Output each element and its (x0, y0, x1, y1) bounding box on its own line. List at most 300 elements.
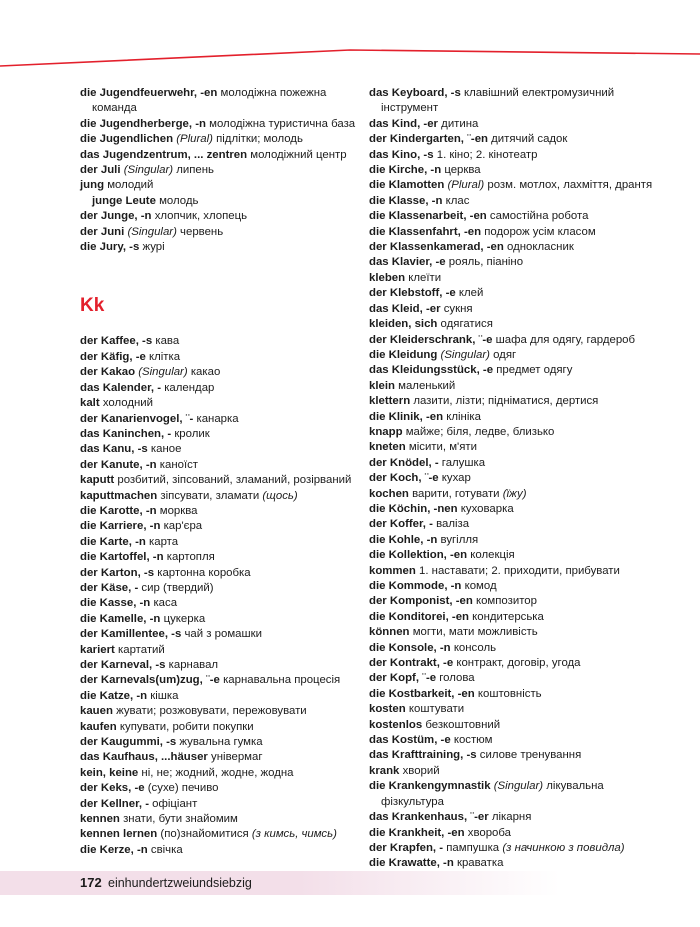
translation: композитор (475, 595, 537, 608)
dictionary-entry (369, 841, 669, 856)
headword: der Komponist, -en (369, 595, 473, 608)
headword: die Kamelle, -n (80, 612, 161, 625)
dictionary-entry (369, 517, 669, 532)
headword: der Kamillentee, -s (80, 628, 182, 641)
headword: das Jugendzentrum, ... zentren (80, 148, 248, 161)
translation: клітка (149, 350, 181, 363)
headword: die Köchin, -nen (369, 502, 458, 515)
translation: сир (твердий) (141, 581, 214, 594)
headword: kommen (369, 564, 416, 577)
dictionary-entry (80, 504, 360, 519)
dictionary-entry (369, 656, 669, 671)
translation: канарка (196, 412, 239, 425)
headword: kneten (369, 441, 406, 454)
dictionary-entry (369, 302, 669, 317)
headword: der Koffer, - (369, 518, 433, 531)
dictionary-entry (369, 379, 669, 394)
headword: kleiden, sich (369, 318, 438, 331)
grammar-note: (Singular) (138, 366, 188, 379)
dictionary-entry (80, 132, 360, 147)
grammar-note: (Singular) (493, 780, 544, 793)
headword: kaputtmachen (80, 489, 158, 502)
translation: лазити, лізти; підніматися, дертися (413, 395, 599, 408)
headword: die Krankheit, -en (369, 826, 465, 839)
headword: die Klassenfahrt, -en (369, 225, 482, 238)
translation: каное (150, 443, 182, 456)
headword: der Kanarienvogel, ¨- (80, 412, 194, 425)
translation: маленький (398, 379, 456, 392)
dictionary-entry (369, 394, 669, 409)
headword: klettern (369, 395, 411, 408)
headword: kein, keine (80, 766, 139, 779)
translation: хворий (402, 764, 440, 777)
dictionary-entry (369, 425, 669, 440)
dictionary-entry (80, 194, 360, 209)
dictionary-entry (369, 779, 669, 810)
usage-note: (з начинкою з повидла) (502, 841, 625, 854)
headword: der Kopf, ¨-e (369, 672, 437, 685)
headword: das Kleid, -er (369, 302, 441, 315)
translation: клас (445, 194, 470, 207)
translation: майже; біля, ледве, близько (405, 425, 555, 438)
headword: die Kartoffel, -n (80, 551, 164, 564)
translation: липень (176, 164, 214, 177)
headword: die Jugendherberge, -n (80, 117, 206, 130)
headword: die Jugendfeuerwehr, -en (80, 87, 218, 99)
translation: кондитерська (472, 610, 544, 623)
dictionary-entry (369, 209, 669, 224)
entries-k-left (80, 334, 360, 858)
translation: хвороба (467, 826, 511, 839)
translation: універмаг (211, 751, 263, 764)
usage-note: (щось) (262, 489, 298, 502)
translation: коштовність (477, 687, 542, 700)
dictionary-entry (80, 396, 360, 411)
translation: жувальна гумка (179, 736, 263, 749)
translation: комод (464, 580, 497, 592)
dictionary-entry (369, 687, 669, 702)
dictionary-entry (369, 625, 669, 640)
headword: der Käfig, -e (80, 350, 146, 363)
translation: холодний (102, 397, 153, 410)
dictionary-entry (369, 810, 669, 825)
headword: der Klassenkamerad, -en (369, 241, 504, 254)
dictionary-entry (80, 412, 360, 427)
dictionary-entry (80, 781, 360, 796)
headword: die Kostbarkeit, -en (369, 687, 475, 700)
dictionary-entry (80, 334, 360, 349)
headword: das Kleidungsstück, -e (369, 364, 494, 377)
headword: die Krankengymnastik (369, 780, 491, 793)
headword: der Juni (80, 225, 125, 238)
dictionary-entry (80, 178, 360, 193)
dictionary-entry (80, 566, 360, 581)
headword: das Keyboard, -s (369, 87, 461, 99)
dictionary-entry (80, 240, 360, 255)
headword: die Klamotten (369, 179, 445, 192)
dictionary-entry (369, 579, 669, 594)
headword: kennen (80, 813, 120, 826)
dictionary-entry (369, 317, 669, 332)
headword: das Krankenhaus, ¨-er (369, 811, 489, 824)
dictionary-entry (80, 596, 360, 611)
headword: der Kaugummi, -s (80, 736, 177, 749)
dictionary-entry (369, 548, 669, 563)
translation: валіза (436, 518, 470, 531)
translation: подорож усім класом (484, 225, 596, 238)
headword: das Kalender, - (80, 381, 162, 394)
dictionary-entry (80, 86, 360, 117)
translation: каса (153, 597, 178, 610)
translation: кролик (174, 427, 210, 440)
dictionary-entry (369, 178, 669, 193)
translation: контракт, договір, угода (456, 657, 581, 670)
translation: морква (159, 504, 198, 517)
translation: самостійна робота (489, 210, 589, 223)
headword: das Kostüm, -e (369, 734, 451, 747)
dictionary-entry (369, 594, 669, 609)
footer-band (0, 871, 700, 895)
dictionary-entry (369, 410, 669, 425)
headword: der Kindergarten, ¨-en (369, 133, 488, 146)
dictionary-entry (369, 363, 669, 378)
headword: das Krafttraining, -s (369, 749, 477, 762)
translation: картатий (118, 643, 165, 656)
headword: kleben (369, 271, 406, 284)
translation: шафа для одягу, гардероб (495, 333, 636, 346)
headword: kaufen (80, 720, 117, 733)
translation: силове тренування (479, 749, 582, 762)
entries-j (80, 86, 360, 255)
dictionary-entry (369, 271, 669, 286)
translation: варити, готувати (412, 487, 500, 500)
dictionary-entry (369, 610, 669, 625)
translation: цукерка (163, 612, 206, 625)
translation: молодіжна туристична база (209, 117, 356, 130)
dictionary-entry (369, 225, 669, 240)
dictionary-entry (80, 581, 360, 596)
right-column (369, 86, 669, 872)
translation: молодий (107, 179, 154, 192)
dictionary-entry (369, 733, 669, 748)
headword: das Kaufhaus, ...häuser (80, 751, 208, 764)
headword: junge Leute (92, 194, 156, 207)
headword: kauen (80, 705, 113, 718)
translation: колекція (470, 549, 515, 562)
translation: календар (164, 381, 215, 394)
dictionary-entry (80, 627, 360, 642)
dictionary-entry (80, 365, 360, 380)
headword: das Kind, -er (369, 117, 438, 130)
translation: зіпсувати, зламати (160, 489, 260, 502)
grammar-note: (Plural) (447, 179, 485, 192)
translation: 1. наставати; 2. приходити, прибувати (419, 564, 620, 577)
headword: der Koch, ¨-e (369, 472, 439, 485)
headword: die Krawatte, -n (369, 857, 454, 870)
dictionary-entry (369, 718, 669, 733)
headword: die Kasse, -n (80, 597, 151, 610)
dictionary-entry (369, 764, 669, 779)
dictionary-entry (369, 333, 669, 348)
headword: die Katze, -n (80, 689, 148, 702)
headword: kaputt (80, 474, 115, 487)
headword: der Juli (80, 164, 121, 177)
translation: костюм (453, 734, 493, 747)
dictionary-entry (80, 427, 360, 442)
translation: кухар (441, 472, 471, 485)
headword: der Karneval, -s (80, 659, 166, 671)
dictionary-entry (369, 163, 669, 178)
headword: das Kaninchen, - (80, 427, 172, 440)
dictionary-entry (80, 519, 360, 534)
translation: знати, бути знайомим (123, 813, 238, 826)
translation: картопля (166, 551, 215, 564)
translation: 1. кіно; 2. кінотеатр (436, 148, 538, 161)
translation: місити, м'яти (408, 441, 477, 454)
headword: klein (369, 379, 395, 392)
headword: die Karte, -n (80, 535, 146, 548)
translation: дитячий садок (491, 133, 568, 146)
headword: können (369, 626, 410, 639)
headword: der Junge, -n (80, 210, 152, 223)
dictionary-entry (80, 843, 360, 858)
headword: jung (80, 179, 105, 192)
translation: голова (439, 672, 475, 685)
dictionary-entry (80, 797, 360, 812)
section-heading: Kk (80, 295, 105, 317)
dictionary-entry (80, 148, 360, 163)
headword: die Klassenarbeit, -en (369, 210, 487, 223)
headword: kostenlos (369, 718, 423, 731)
headword: die Konsole, -n (369, 641, 451, 654)
headword: die Jugendlichen (80, 133, 174, 146)
headword: das Kanu, -s (80, 443, 148, 456)
headword: kosten (369, 703, 406, 716)
grammar-note: (Plural) (176, 133, 213, 146)
grammar-note: (Singular) (127, 225, 177, 238)
headword: der Knödel, - (369, 456, 439, 469)
translation: лікарня (491, 811, 532, 824)
translation: клеїти (408, 271, 442, 284)
translation: свічка (150, 843, 183, 856)
headword: das Klavier, -e (369, 256, 446, 269)
translation: (сухе) печиво (147, 782, 219, 795)
headword: der Keks, -e (80, 782, 145, 795)
page-number-words: einhundertzweiundsiebzig (108, 876, 252, 890)
translation: журі (142, 241, 165, 254)
entries-k-right (369, 86, 669, 872)
headword: krank (369, 764, 400, 777)
translation: коштувати (408, 703, 465, 716)
headword: das Kino, -s (369, 148, 434, 161)
dictionary-entry (80, 473, 360, 488)
translation: карнавальна процесія (223, 674, 341, 687)
translation: лікувальна фізкультура (381, 780, 604, 808)
translation: пампушка (446, 841, 500, 854)
dictionary-entry (369, 702, 669, 717)
translation: хлопчик, хлопець (154, 210, 248, 223)
dictionary-entry (80, 643, 360, 658)
dictionary-entry (80, 827, 360, 842)
translation: розбитий, зіпсований, зламаний, розірваний (117, 474, 352, 487)
grammar-note: (Singular) (123, 164, 174, 177)
headword: die Klasse, -n (369, 194, 443, 207)
headword: der Kaffee, -s (80, 335, 153, 348)
dictionary-entry (80, 117, 360, 132)
dictionary-entry (369, 132, 669, 147)
translation: купувати, робити покупки (119, 720, 254, 733)
translation: молодіжна пожежна команда (92, 87, 327, 115)
translation: офіціант (152, 797, 198, 810)
headword: die Karotte, -n (80, 504, 157, 517)
translation: молодь (159, 194, 199, 207)
translation: куховарка (460, 502, 514, 515)
dictionary-entry (80, 225, 360, 240)
translation: клей (458, 287, 484, 300)
headword: die Jury, -s (80, 241, 140, 254)
dictionary-entry (369, 286, 669, 301)
usage-note: (з кимсь, чимсь) (251, 828, 337, 841)
dictionary-entry (369, 748, 669, 763)
translation: (по)знайомитися (160, 828, 249, 841)
translation: карта (149, 535, 179, 548)
headword: die Kerze, -n (80, 843, 148, 856)
translation: клавішний електромузичний інструмент (381, 87, 615, 115)
dictionary-entry (369, 856, 669, 871)
dictionary-entry (369, 117, 669, 132)
dictionary-entry (369, 502, 669, 517)
headword: der Karnevals(um)zug, ¨-e (80, 674, 220, 687)
headword: die Kommode, -n (369, 580, 462, 592)
translation: одяг (493, 348, 517, 361)
translation: каноїст (159, 458, 199, 471)
dictionary-entry (369, 456, 669, 471)
translation: церква (444, 164, 481, 177)
headword: die Kohle, -n (369, 533, 438, 546)
headword: der Karton, -s (80, 566, 155, 579)
dictionary-entry (80, 163, 360, 178)
dictionary-entry (80, 209, 360, 224)
dictionary-entry (369, 148, 669, 163)
top-red-rule (0, 0, 700, 80)
headword: der Kellner, - (80, 797, 149, 810)
dictionary-entry (80, 735, 360, 750)
translation: червень (180, 225, 224, 238)
usage-note: (їжу) (502, 487, 527, 500)
dictionary-entry (369, 641, 669, 656)
headword: der Kontrakt, -e (369, 657, 454, 670)
translation: кар'єра (163, 520, 203, 533)
translation: вугілля (440, 533, 479, 546)
headword: die Kollektion, -en (369, 549, 468, 562)
translation: рояль, піаніно (448, 256, 524, 269)
translation: ні, не; жодний, жодне, жодна (141, 766, 294, 779)
translation: однокласник (507, 241, 574, 254)
translation: какао (190, 366, 221, 379)
dictionary-entry (80, 442, 360, 457)
headword: der Krapfen, - (369, 841, 444, 854)
translation: чай з ромашки (184, 628, 262, 641)
headword: der Klebstoff, -e (369, 287, 456, 300)
dictionary-entry (80, 381, 360, 396)
headword: die Kleidung (369, 348, 438, 361)
dictionary-entry (80, 350, 360, 365)
translation: дитина (441, 117, 479, 130)
dictionary-entry (80, 689, 360, 704)
translation: сукня (443, 302, 473, 315)
translation: клініка (446, 410, 481, 423)
headword: der Kanute, -n (80, 458, 157, 471)
dictionary-entry (369, 671, 669, 686)
translation: могти, мати можливість (412, 626, 538, 639)
dictionary-entry (80, 489, 360, 504)
translation: консоль (453, 641, 497, 654)
dictionary-entry (369, 86, 669, 117)
translation: одягатися (440, 318, 493, 331)
translation: предмет одягу (496, 364, 573, 377)
translation: молодіжний центр (250, 148, 347, 161)
dictionary-entry (369, 826, 669, 841)
dictionary-entry (369, 440, 669, 455)
dictionary-entry (369, 194, 669, 209)
translation: розм. мотлох, лахміття, дрантя (487, 179, 653, 192)
dictionary-entry (369, 487, 669, 502)
dictionary-entry (80, 704, 360, 719)
dictionary-entry (80, 550, 360, 565)
translation: карнавал (168, 659, 219, 671)
dictionary-entry (80, 766, 360, 781)
headword: die Konditorei, -en (369, 610, 469, 623)
headword: der Kleiderschrank, ¨-e (369, 333, 493, 346)
left-column (80, 86, 360, 858)
translation: картонна коробка (157, 566, 251, 579)
dictionary-entry (80, 535, 360, 550)
translation: галушка (441, 456, 486, 469)
translation: кішка (150, 689, 179, 702)
dictionary-entry (80, 673, 360, 688)
dictionary-entry (369, 348, 669, 363)
dictionary-entry (369, 255, 669, 270)
dictionary-entry (80, 750, 360, 765)
headword: die Kirche, -n (369, 164, 442, 177)
headword: die Klinik, -en (369, 410, 444, 423)
page-number: 172 (80, 875, 102, 890)
dictionary-entry (80, 458, 360, 473)
dictionary-entry (369, 533, 669, 548)
translation: кава (155, 335, 180, 348)
translation: жувати; розжовувати, пережовувати (116, 705, 307, 718)
dictionary-entry (80, 612, 360, 627)
headword: der Käse, - (80, 581, 139, 594)
dictionary-entry (369, 240, 669, 255)
dictionary-entry (80, 658, 360, 673)
headword: der Kakao (80, 366, 136, 379)
headword: kalt (80, 397, 100, 410)
grammar-note: (Singular) (440, 348, 490, 361)
dictionary-entry (369, 564, 669, 579)
dictionary-entry (369, 471, 669, 486)
headword: kennen lernen (80, 828, 158, 841)
translation: безкоштовний (425, 718, 501, 731)
headword: kochen (369, 487, 409, 500)
headword: die Karriere, -n (80, 520, 161, 533)
translation: краватка (456, 857, 504, 870)
dictionary-entry (80, 720, 360, 735)
headword: kariert (80, 643, 115, 656)
headword: knapp (369, 425, 403, 438)
translation: підлітки; молодь (216, 133, 303, 146)
dictionary-entry (80, 812, 360, 827)
